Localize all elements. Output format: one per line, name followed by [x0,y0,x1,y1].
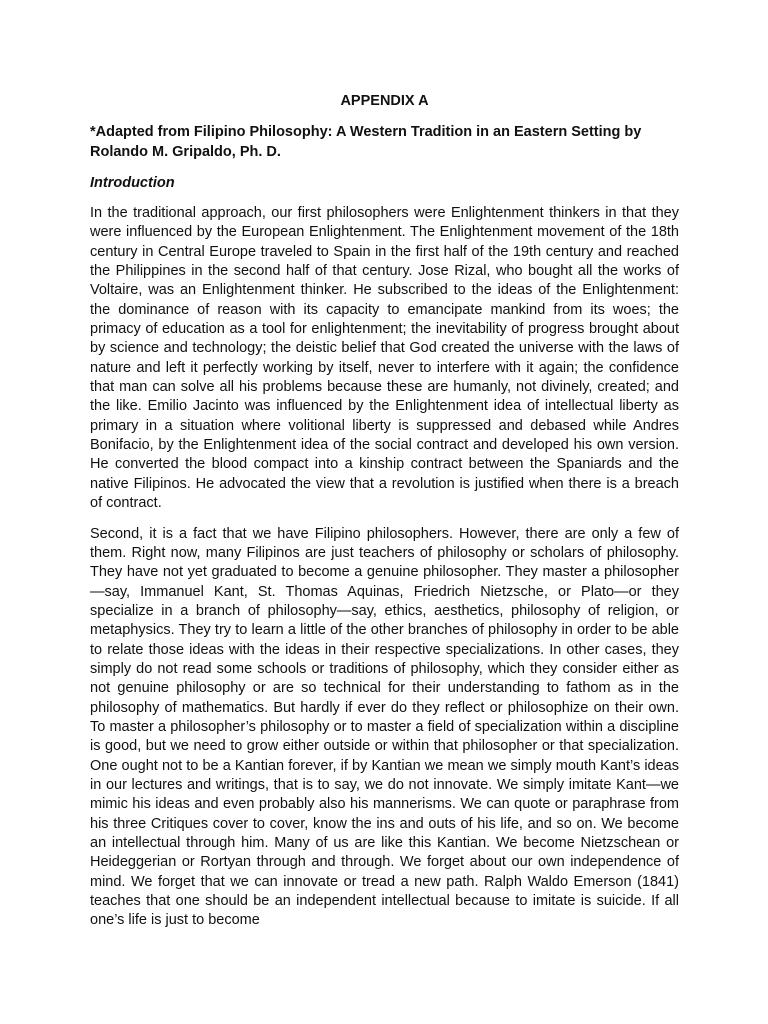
section-heading-introduction: Introduction [90,175,175,191]
document-page [90,92,679,942]
adapted-from-note: *Adapted from Filipino Philosophy: A Western Tradition in an Eastern Setting by Rolando M. Gripaldo, Ph. D. [90,124,642,160]
appendix-title: APPENDIX A [340,93,429,109]
paragraph-enlightenment: In the traditional approach, our first philosophers were Enlightenment thinkers in that they were influenced by the European Enlightenment. The Enlightenment movement of the 18th century in Central Europe traveled to Spain in the first half of the 19th century and reached the Philippines in the second half of that century. Jose Rizal, who bought all the works of Voltaire, was an Enlightenment thinker. He subscribed to the ideas of the Enlightenment: the dominance of reason with its capacity to emancipate mankind from its woes; the primacy of education as a tool for enlightenment; the inevitability of progress brought about by science and technology; the deistic belief that God created the universe with the laws of nature and left it perfectly working by itself, never to interfere with it again; the confidence that man can solve all his problems because these are humanly, not divinely, created; and the like. Emilio Jacinto was influenced by the Enlightenment idea of intellectual liberty as primary in a situation where volitional liberty is suppressed and debased while Andres Bonifacio, by the Enlightenment idea of the social contract and developed his own version. He converted the blood compact into a kinship contract between the Spaniards and the native Filipinos. He advocated the view that a revolution is justified when there is a breach of contract. [90,205,679,512]
paragraph-filipino-philosophers: Second, it is a fact that we have Filipino philosophers. However, there are only a few of them. Right now, many Filipinos are just teachers of philosophy or scholars of philosophy. They have not yet graduated to become a genuine philosopher. They master a philosopher—say, Immanuel Kant, St. Thomas Aquinas, Friedrich Nietzsche, or Plato—or they specialize in a branch of philosophy—say, ethics, aesthetics, philosophy of religion, or metaphysics. They try to learn a little of the other branches of philosophy in order to be able to relate those ideas with the ideas in their respective specializations. In other cases, they simply do not read some schools or traditions of philosophy, which they consider either as not genuine philosophy or are so technical for their understanding to fathom as in the philosophy of mathematics. But hardly if ever do they reflect or philosophize on their own. To master a philosopher’s philosophy or to master a field of specialization within a discipline is good, but we need to grow either outside or within that philosopher or that specialization. One ought not to be a Kantian forever, if by Kantian we mean we simply mouth Kant’s ideas in our lectures and writings, that is to say, we do not innovate. We simply imitate Kant—we mimic his ideas and even probably also his mannerisms. We can quote or paraphrase from his three Critiques cover to cover, know the ins and outs of his life, and so on. We become an intellectual through him. Many of us are like this Kantian. We become Nietzschean or Heideggerian or Rortyan through and through. We forget about our own independence of mind. We forget that we can innovate or tread a new path. Ralph Waldo Emerson (1841) teaches that one should be an independent intellectual because to imitate is suicide. If all one’s life is just to become [90,525,679,929]
